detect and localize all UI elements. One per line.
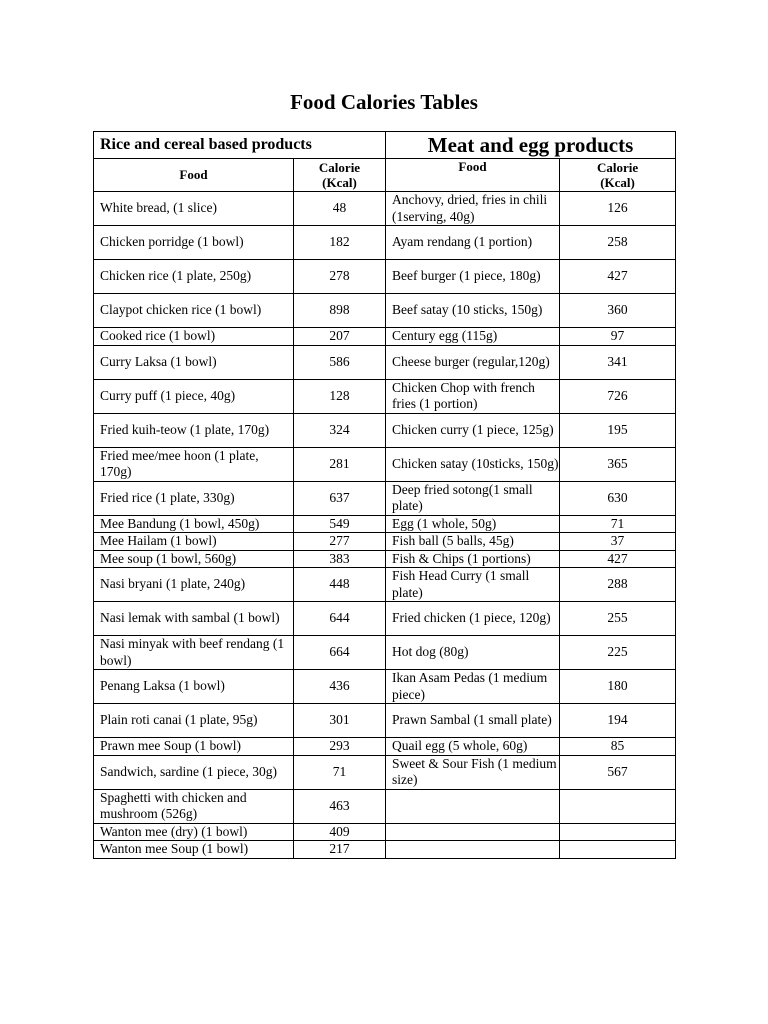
calorie-left-cell: 409 (294, 823, 386, 841)
calorie-left-cell: 549 (294, 515, 386, 533)
table-row (94, 636, 676, 670)
calories-table (93, 131, 676, 859)
calorie-left-cell: 293 (294, 738, 386, 756)
calorie-right-line: Calorie (Kcal) (596, 160, 639, 190)
food-left-cell: Chicken rice (1 plate, 250g) (94, 260, 294, 294)
food-right-cell: Ikan Asam Pedas (1 medium piece) (386, 670, 560, 704)
table-row (94, 789, 676, 823)
section-title-meat-egg: Meat and egg products (386, 132, 676, 159)
section-title-rice-cereal: Rice and cereal based products (94, 132, 386, 159)
calorie-right-cell (560, 823, 676, 841)
food-right-cell: Fried chicken (1 piece, 120g) (386, 602, 560, 636)
table-row (94, 738, 676, 756)
column-header-food-right: Food (386, 159, 560, 192)
calorie-right-cell: 195 (560, 413, 676, 447)
calorie-right-cell: 288 (560, 568, 676, 602)
food-left-cell: Mee soup (1 bowl, 560g) (94, 550, 294, 568)
food-left-cell: Wanton mee Soup (1 bowl) (94, 841, 294, 859)
table-row (94, 379, 676, 413)
table-row (94, 550, 676, 568)
calorie-left-cell: 71 (294, 755, 386, 789)
food-left-cell: Cooked rice (1 bowl) (94, 328, 294, 346)
food-left-cell: Prawn mee Soup (1 bowl) (94, 738, 294, 756)
food-right-cell (386, 789, 560, 823)
calorie-left-cell: 182 (294, 226, 386, 260)
food-left-cell: Mee Bandung (1 bowl, 450g) (94, 515, 294, 533)
food-right-cell: Chicken satay (10sticks, 150g) (386, 447, 560, 481)
food-right-cell: Anchovy, dried, fries in chili (1serving, 40g) (386, 192, 560, 226)
food-right-cell: Beef satay (10 sticks, 150g) (386, 294, 560, 328)
calorie-left-line: Calorie (Kcal) (318, 160, 361, 190)
food-left-cell: Nasi bryani (1 plate, 240g) (94, 568, 294, 602)
calorie-left-cell: 448 (294, 568, 386, 602)
calorie-right-cell: 126 (560, 192, 676, 226)
calorie-right-cell: 630 (560, 481, 676, 515)
calorie-left-cell: 281 (294, 447, 386, 481)
food-left-cell: Nasi lemak with sambal (1 bowl) (94, 602, 294, 636)
column-header-row (94, 159, 676, 192)
table-row (94, 226, 676, 260)
table-row (94, 533, 676, 551)
table-row (94, 345, 676, 379)
calorie-left-cell: 898 (294, 294, 386, 328)
section-header-row (94, 132, 676, 159)
food-left-cell: Plain roti canai (1 plate, 95g) (94, 704, 294, 738)
food-left-cell: Curry puff (1 piece, 40g) (94, 379, 294, 413)
page-title: Food Calories Tables (290, 90, 478, 114)
calorie-left-cell: 586 (294, 345, 386, 379)
calorie-left-cell: 463 (294, 789, 386, 823)
calorie-left-cell: 277 (294, 533, 386, 551)
table-row (94, 515, 676, 533)
food-left-cell: Fried kuih-teow (1 plate, 170g) (94, 413, 294, 447)
calorie-right-cell: 427 (560, 550, 676, 568)
food-right-cell: Sweet & Sour Fish (1 medium size) (386, 755, 560, 789)
food-left-cell: Fried mee/mee hoon (1 plate, 170g) (94, 447, 294, 481)
column-header-food-left: Food (94, 159, 294, 192)
calorie-right-cell: 255 (560, 602, 676, 636)
food-right-cell (386, 841, 560, 859)
calorie-right-cell: 726 (560, 379, 676, 413)
food-right-cell: Prawn Sambal (1 small plate) (386, 704, 560, 738)
table-row (94, 481, 676, 515)
food-left-cell: Curry Laksa (1 bowl) (94, 345, 294, 379)
calorie-left-cell: 217 (294, 841, 386, 859)
calorie-left-cell: 324 (294, 413, 386, 447)
food-left-cell: Wanton mee (dry) (1 bowl) (94, 823, 294, 841)
food-left-cell: Mee Hailam (1 bowl) (94, 533, 294, 551)
calorie-right-cell: 341 (560, 345, 676, 379)
food-right-cell: Ayam rendang (1 portion) (386, 226, 560, 260)
calorie-right-cell: 258 (560, 226, 676, 260)
food-right-cell: Fish Head Curry (1 small plate) (386, 568, 560, 602)
calorie-right-cell: 225 (560, 636, 676, 670)
table-row (94, 670, 676, 704)
food-right-cell: Chicken curry (1 piece, 125g) (386, 413, 560, 447)
table-row (94, 568, 676, 602)
food-right-cell: Century egg (115g) (386, 328, 560, 346)
table-row (94, 192, 676, 226)
calorie-right-cell: 71 (560, 515, 676, 533)
calorie-right-cell: 37 (560, 533, 676, 551)
calorie-left-cell: 436 (294, 670, 386, 704)
food-right-cell: Chicken Chop with french fries (1 portion) (386, 379, 560, 413)
table-row (94, 602, 676, 636)
food-left-cell: Fried rice (1 plate, 330g) (94, 481, 294, 515)
calorie-left-cell: 48 (294, 192, 386, 226)
calorie-right-cell: 85 (560, 738, 676, 756)
food-right-cell (386, 823, 560, 841)
calorie-left-cell: 301 (294, 704, 386, 738)
food-left-cell: Sandwich, sardine (1 piece, 30g) (94, 755, 294, 789)
food-right-cell: Egg (1 whole, 50g) (386, 515, 560, 533)
table-row (94, 755, 676, 789)
calorie-right-cell: 567 (560, 755, 676, 789)
calorie-left-cell: 128 (294, 379, 386, 413)
column-header-calorie-right (560, 159, 676, 192)
table-row (94, 841, 676, 859)
food-right-cell: Fish & Chips (1 portions) (386, 550, 560, 568)
calorie-right-cell: 180 (560, 670, 676, 704)
food-right-cell: Deep fried sotong(1 small plate) (386, 481, 560, 515)
food-left-cell: White bread, (1 slice) (94, 192, 294, 226)
calorie-right-cell: 360 (560, 294, 676, 328)
calorie-left-cell: 637 (294, 481, 386, 515)
table-row (94, 328, 676, 346)
calorie-right-cell: 365 (560, 447, 676, 481)
table-row (94, 704, 676, 738)
calorie-right-cell (560, 789, 676, 823)
calorie-left-cell: 644 (294, 602, 386, 636)
food-left-cell: Penang Laksa (1 bowl) (94, 670, 294, 704)
table-row (94, 260, 676, 294)
food-left-cell: Nasi minyak with beef rendang (1 bowl) (94, 636, 294, 670)
food-right-cell: Quail egg (5 whole, 60g) (386, 738, 560, 756)
food-right-cell: Cheese burger (regular,120g) (386, 345, 560, 379)
table-row (94, 447, 676, 481)
calorie-left-cell: 278 (294, 260, 386, 294)
table-row (94, 294, 676, 328)
calorie-right-cell: 427 (560, 260, 676, 294)
food-left-cell: Claypot chicken rice (1 bowl) (94, 294, 294, 328)
calorie-right-cell: 194 (560, 704, 676, 738)
food-right-cell: Fish ball (5 balls, 45g) (386, 533, 560, 551)
food-right-cell: Hot dog (80g) (386, 636, 560, 670)
food-right-cell: Beef burger (1 piece, 180g) (386, 260, 560, 294)
column-header-calorie-left (294, 159, 386, 192)
calorie-left-cell: 207 (294, 328, 386, 346)
table-row (94, 413, 676, 447)
food-left-cell: Spaghetti with chicken and mushroom (526g) (94, 789, 294, 823)
calorie-left-cell: 383 (294, 550, 386, 568)
calorie-right-cell: 97 (560, 328, 676, 346)
table-row (94, 823, 676, 841)
calorie-left-cell: 664 (294, 636, 386, 670)
food-left-cell: Chicken porridge (1 bowl) (94, 226, 294, 260)
calorie-right-cell (560, 841, 676, 859)
